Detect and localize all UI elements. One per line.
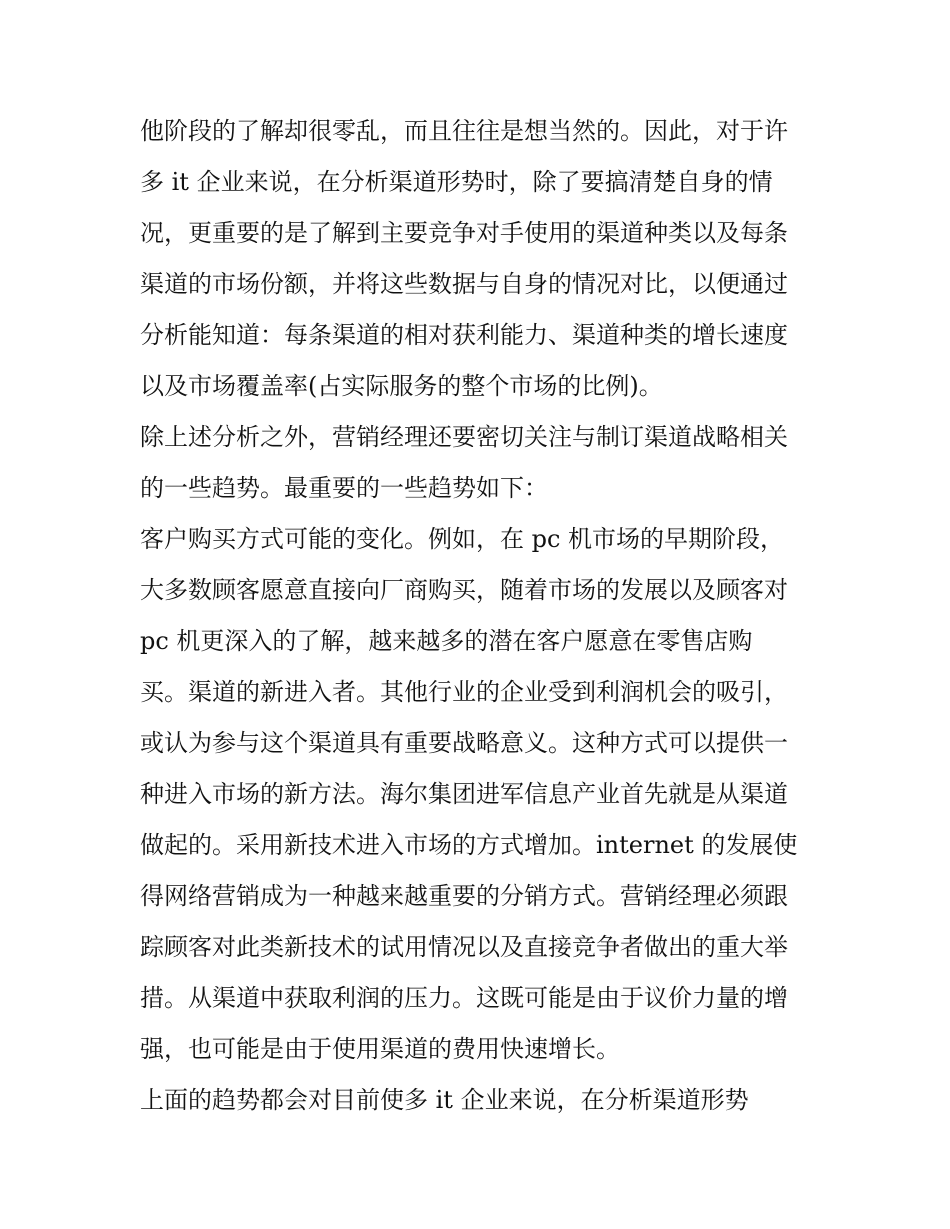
text-line: 大多数顾客愿意直接向厂商购买，随着市场的发展以及顾客对 [140,576,788,604]
text-line: 买。渠道的新进入者。其他行业的企业受到利润机会的吸引， [140,678,788,706]
text-line: 措。从渠道中获取利润的压力。这既可能是由于议价力量的增 [140,984,788,1012]
text-line: 踪顾客对此类新技术的试用情况以及直接竞争者做出的重大举 [140,933,788,961]
text-line: pc 机更深入的了解，越来越多的潜在客户愿意在零售店购 [140,627,753,655]
text-line: 得网络营销成为一种越来越重要的分销方式。营销经理必须跟 [140,882,788,910]
text-line: 强，也可能是由于使用渠道的费用快速增长。 [140,1035,620,1063]
text-line: 分析能知道：每条渠道的相对获利能力、渠道种类的增长速度 [140,321,788,349]
text-line: 渠道的市场份额，并将这些数据与自身的情况对比，以便通过 [140,270,788,298]
text-line: 客户购买方式可能的变化。例如，在 pc 机市场的早期阶段， [140,525,785,553]
text-line: 或认为参与这个渠道具有重要战略意义。这种方式可以提供一 [140,729,788,757]
text-line: 做起的。采用新技术进入市场的方式增加。internet 的发展使 [140,831,798,859]
text-line: 种进入市场的新方法。海尔集团进军信息产业首先就是从渠道 [140,780,788,808]
text-line: 以及市场覆盖率(占实际服务的整个市场的比例)。 [140,372,663,400]
text-line: 他阶段的了解却很零乱，而且往往是想当然的。因此，对于许 [140,117,788,145]
text-line: 除上述分析之外，营销经理还要密切关注与制订渠道战略相关 [140,423,788,451]
document-body [140,106,820,1126]
text-line: 况，更重要的是了解到主要竞争对手使用的渠道种类以及每条 [140,219,788,247]
text-line: 的一些趋势。最重要的一些趋势如下： [140,474,548,502]
text-line: 多 it 企业来说，在分析渠道形势时，除了要搞清楚自身的情 [140,168,773,196]
text-line: 上面的趋势都会对目前使多 it 企业来说，在分析渠道形势 [140,1086,749,1114]
